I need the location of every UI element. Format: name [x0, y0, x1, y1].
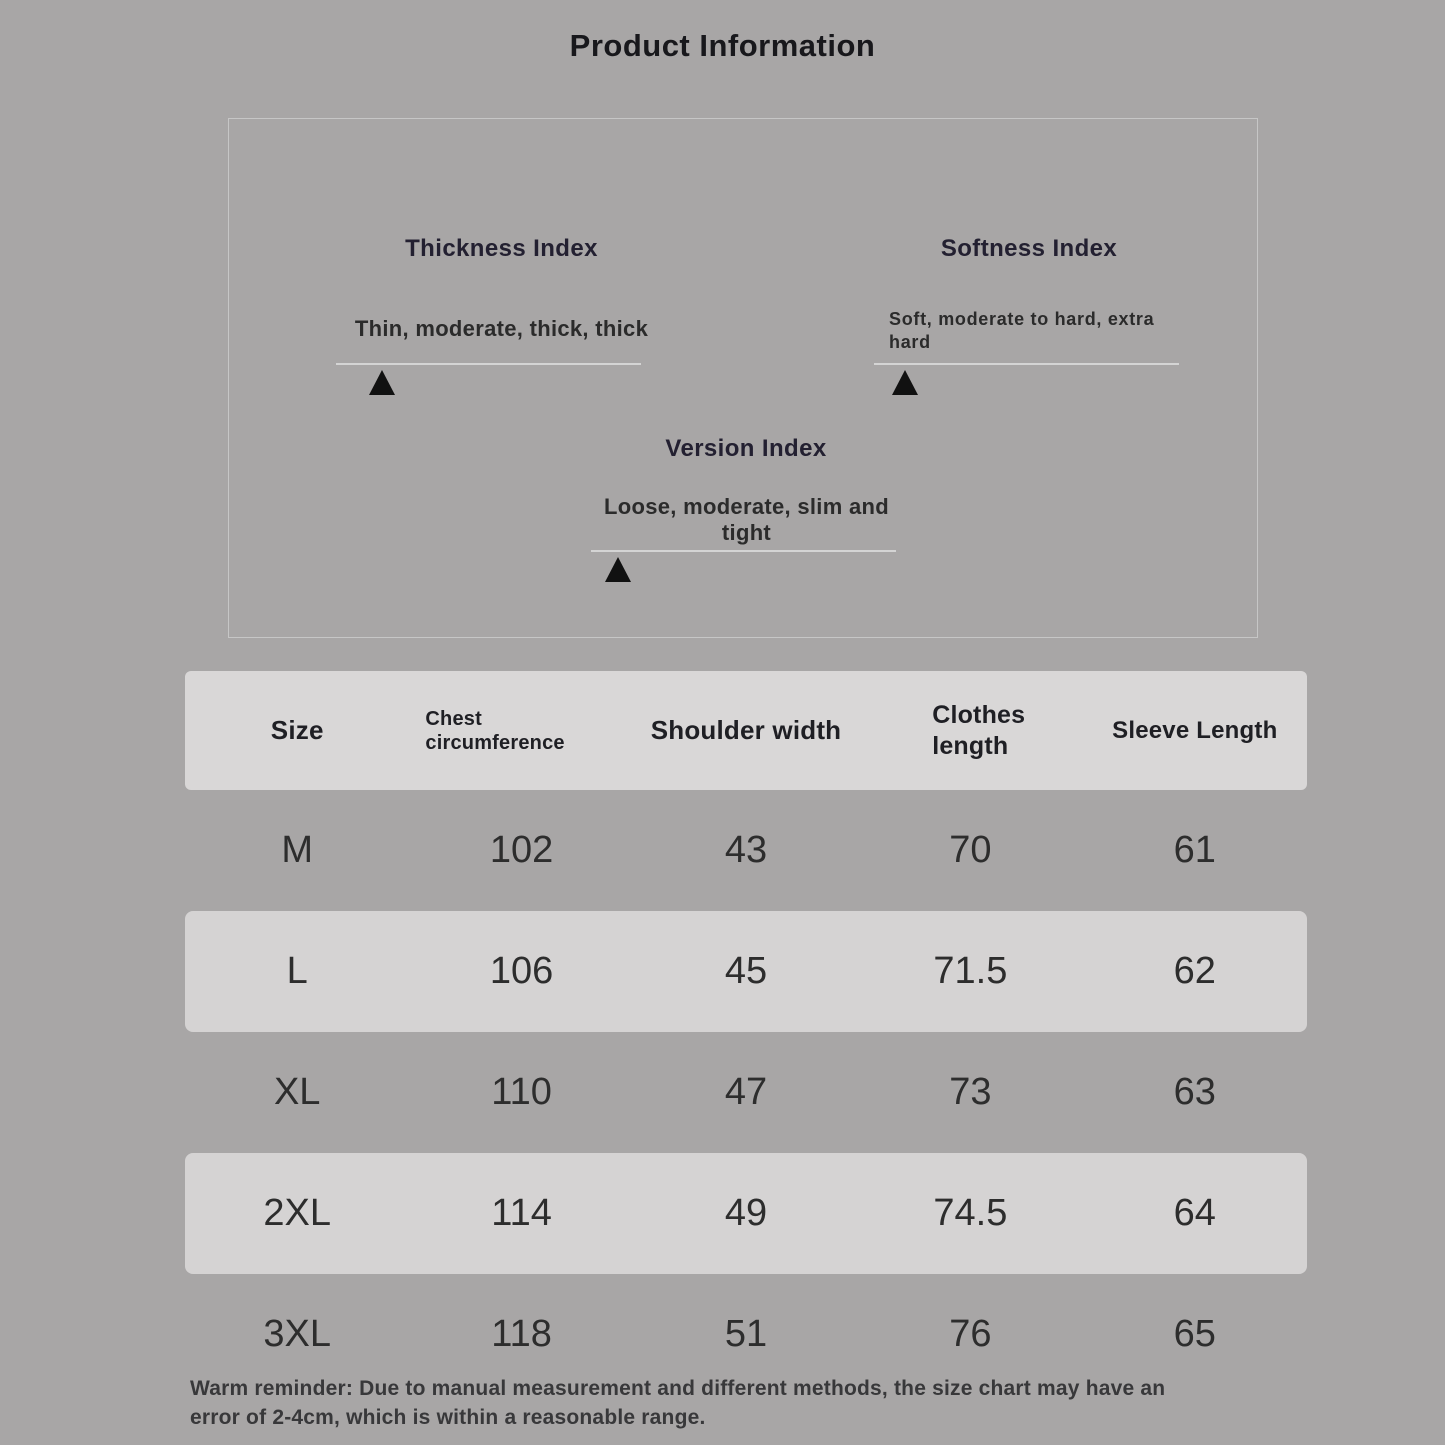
reminder-text: Warm reminder: Due to manual measurement and different methods, the size chart may have an error of 2-4cm, which is within a reasonable range.: [190, 1377, 1166, 1429]
cell-clothes: 74.5: [933, 1192, 1008, 1234]
cell-chest: 114: [491, 1192, 552, 1234]
version-scale-text: Loose, moderate, slim and tight: [603, 494, 889, 545]
size-table: [185, 671, 1307, 1395]
softness-scale-text: Soft, moderate to hard, extra hard: [889, 309, 1155, 352]
cell-shoulder: 43: [724, 829, 768, 871]
col-header-chest-circumference: Chest circumference: [425, 707, 565, 754]
table-row-2xl: [185, 1153, 1307, 1274]
col-header-shoulder-width: Shoulder width: [650, 715, 842, 745]
cell-chest: 102: [489, 829, 554, 871]
cell-shoulder: 49: [724, 1192, 768, 1234]
softness-scale-line: [874, 363, 1179, 365]
cell-shoulder: 45: [724, 950, 768, 992]
col-header-sleeve-length: Sleeve Length: [1112, 716, 1278, 744]
cell-size: 3XL: [263, 1313, 331, 1355]
page-title: Product Information: [569, 28, 876, 63]
softness-marker-triangle-icon: [892, 370, 918, 395]
cell-chest: 118: [491, 1313, 552, 1355]
version-scale-line: [591, 550, 896, 552]
size-table-header: [185, 671, 1307, 790]
cell-sleeve: 64: [1173, 1192, 1216, 1234]
thickness-index-title: Thickness Index: [405, 235, 598, 262]
col-header-size: Size: [270, 715, 324, 745]
cell-sleeve: 61: [1173, 829, 1216, 871]
index-panel: [228, 118, 1258, 638]
cell-size: 2XL: [263, 1192, 331, 1234]
cell-clothes: 73: [949, 1071, 992, 1113]
cell-size: L: [286, 950, 308, 992]
softness-index-title: Softness Index: [940, 235, 1118, 262]
cell-clothes: 70: [949, 829, 992, 871]
cell-sleeve: 62: [1173, 950, 1216, 992]
thickness-scale-line: [336, 363, 641, 365]
table-row-l: [185, 911, 1307, 1032]
cell-shoulder: 47: [724, 1071, 768, 1113]
cell-chest: 110: [491, 1071, 552, 1113]
version-index-title: Version Index: [665, 435, 827, 462]
cell-clothes: 71.5: [933, 950, 1008, 992]
cell-sleeve: 65: [1173, 1313, 1216, 1355]
cell-sleeve: 63: [1173, 1071, 1216, 1113]
cell-clothes: 76: [949, 1313, 992, 1355]
table-row-m: [185, 790, 1307, 911]
cell-chest: 106: [489, 950, 554, 992]
cell-size: M: [281, 829, 314, 871]
col-header-clothes-length: Clothes length: [932, 700, 1026, 760]
thickness-marker-triangle-icon: [369, 370, 395, 395]
thickness-scale-text: Thin, moderate, thick, thick: [354, 316, 649, 341]
table-row-xl: [185, 1032, 1307, 1153]
cell-size: XL: [273, 1071, 321, 1113]
version-marker-triangle-icon: [605, 557, 631, 582]
cell-shoulder: 51: [724, 1313, 768, 1355]
